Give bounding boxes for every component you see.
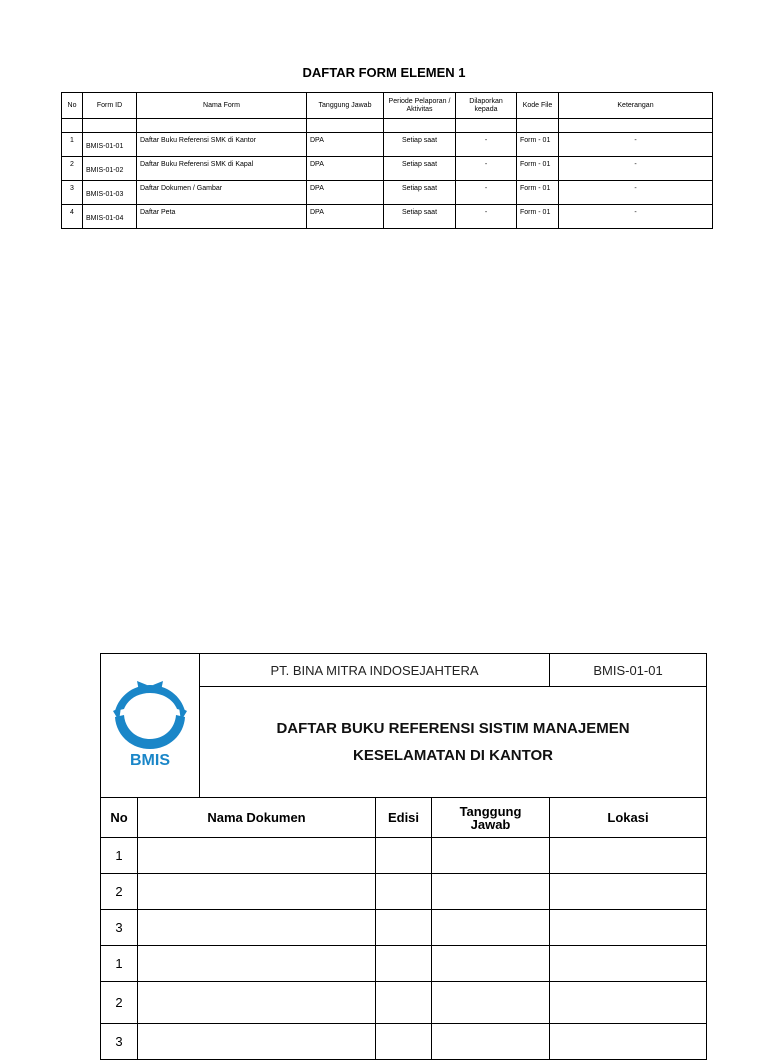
cell-lokasi[interactable] [550, 874, 707, 910]
header-periode: Periode Pelaporan / Aktivitas [384, 93, 456, 119]
header-tanggung-jawab [432, 798, 550, 838]
cell-nama-form: Daftar Buku Referensi SMK di Kapal [137, 157, 307, 181]
row-number: 1 [101, 946, 138, 982]
table-row [62, 157, 713, 181]
cell-nama-form: Daftar Buku Referensi SMK di Kantor [137, 133, 307, 157]
header-lokasi: Lokasi [550, 798, 707, 838]
cell-form-id: BMIS-01-01 [83, 133, 137, 157]
cell-edisi[interactable] [376, 946, 432, 982]
cell-kode-file: Form - 01 [517, 181, 559, 205]
cell-form-id: BMIS-01-03 [83, 181, 137, 205]
company-name: PT. BINA MITRA INDOSEJAHTERA [200, 654, 550, 687]
cell-form-id: BMIS-01-04 [83, 205, 137, 229]
cell-edisi[interactable] [376, 838, 432, 874]
row-number: 2 [101, 874, 138, 910]
row-number: 2 [101, 982, 138, 1024]
form-header-row [101, 798, 707, 838]
header-dilaporkan: Dilaporkan kepada [456, 93, 517, 119]
form-row [101, 838, 707, 874]
cell-tanggung-jawab[interactable] [432, 982, 550, 1024]
cell-kode-file: Form - 01 [517, 133, 559, 157]
cell-lokasi[interactable] [550, 982, 707, 1024]
cell-tanggung-jawab: DPA [307, 205, 384, 229]
header-keterangan: Keterangan [559, 93, 713, 119]
cell-lokasi[interactable] [550, 838, 707, 874]
form-row [101, 946, 707, 982]
form-title [200, 687, 707, 798]
table-header-row [62, 93, 713, 119]
cell-nama-form: Daftar Peta [137, 205, 307, 229]
cell-nama-dokumen[interactable] [138, 982, 376, 1024]
cell-nama-dokumen[interactable] [138, 910, 376, 946]
cell-edisi[interactable] [376, 910, 432, 946]
cell-tanggung-jawab[interactable] [432, 910, 550, 946]
header-edisi: Edisi [376, 798, 432, 838]
cell-periode: Setiap saat [384, 205, 456, 229]
table-row [62, 133, 713, 157]
cell-edisi[interactable] [376, 982, 432, 1024]
cell-tanggung-jawab[interactable] [432, 838, 550, 874]
cell-tanggung-jawab: DPA [307, 181, 384, 205]
row-number: 1 [101, 838, 138, 874]
form-row [101, 874, 707, 910]
cell-keterangan: - [559, 205, 713, 229]
header-tanggung-jawab-label: Tanggung Jawab [459, 803, 522, 832]
cell-nama-form: Daftar Dokumen / Gambar [137, 181, 307, 205]
cell-form-id: BMIS-01-02 [83, 157, 137, 181]
header-no: No [62, 93, 83, 119]
header-tanggung-jawab: Tanggung Jawab [307, 93, 384, 119]
cell-nama-dokumen[interactable] [138, 946, 376, 982]
cell-keterangan: - [559, 133, 713, 157]
cell-nama-dokumen[interactable] [138, 838, 376, 874]
form-title-line1: DAFTAR BUKU REFERENSI SISTIM MANAJEMEN [276, 720, 630, 737]
cell-nama-dokumen[interactable] [138, 874, 376, 910]
cell-periode: Setiap saat [384, 133, 456, 157]
form-row [101, 1024, 707, 1060]
cell-tanggung-jawab: DPA [307, 157, 384, 181]
cell-lokasi[interactable] [550, 946, 707, 982]
company-logo [101, 654, 200, 798]
form-row [101, 982, 707, 1024]
cell-lokasi[interactable] [550, 1024, 707, 1060]
cell-edisi[interactable] [376, 1024, 432, 1060]
cell-keterangan: - [559, 181, 713, 205]
cell-nama-dokumen[interactable] [138, 1024, 376, 1060]
cell-kode-file: Form - 01 [517, 157, 559, 181]
header-no: No [101, 798, 138, 838]
cell-no: 3 [62, 181, 83, 205]
list-title: DAFTAR FORM ELEMEN 1 [302, 65, 466, 80]
cell-no: 2 [62, 157, 83, 181]
header-form-id: Form ID [83, 93, 137, 119]
cell-edisi[interactable] [376, 874, 432, 910]
cell-keterangan: - [559, 157, 713, 181]
logo-text: BMIS [130, 752, 170, 769]
cell-periode: Setiap saat [384, 181, 456, 205]
form-sheet [100, 653, 707, 1060]
table-row [62, 205, 713, 229]
header-nama-dokumen: Nama Dokumen [138, 798, 376, 838]
cell-tanggung-jawab[interactable] [432, 946, 550, 982]
table-row [62, 181, 713, 205]
header-nama-form: Nama Form [137, 93, 307, 119]
cell-periode: Setiap saat [384, 157, 456, 181]
cell-no: 4 [62, 205, 83, 229]
cell-kode-file: Form - 01 [517, 205, 559, 229]
header-kode-file: Kode File [517, 93, 559, 119]
cell-tanggung-jawab: DPA [307, 133, 384, 157]
form-code: BMIS-01-01 [550, 654, 707, 687]
cell-no: 1 [62, 133, 83, 157]
bmis-logo-icon [107, 677, 193, 769]
row-number: 3 [101, 910, 138, 946]
cell-lokasi[interactable] [550, 910, 707, 946]
cell-tanggung-jawab[interactable] [432, 1024, 550, 1060]
row-number: 3 [101, 1024, 138, 1060]
cell-dilaporkan: - [456, 157, 517, 181]
cell-dilaporkan: - [456, 181, 517, 205]
cell-dilaporkan: - [456, 205, 517, 229]
form-row [101, 910, 707, 946]
cell-dilaporkan: - [456, 133, 517, 157]
form-title-line2: KESELAMATAN DI KANTOR [353, 747, 553, 764]
form-list-table [61, 92, 713, 229]
cell-tanggung-jawab[interactable] [432, 874, 550, 910]
spacer-row [62, 119, 713, 133]
